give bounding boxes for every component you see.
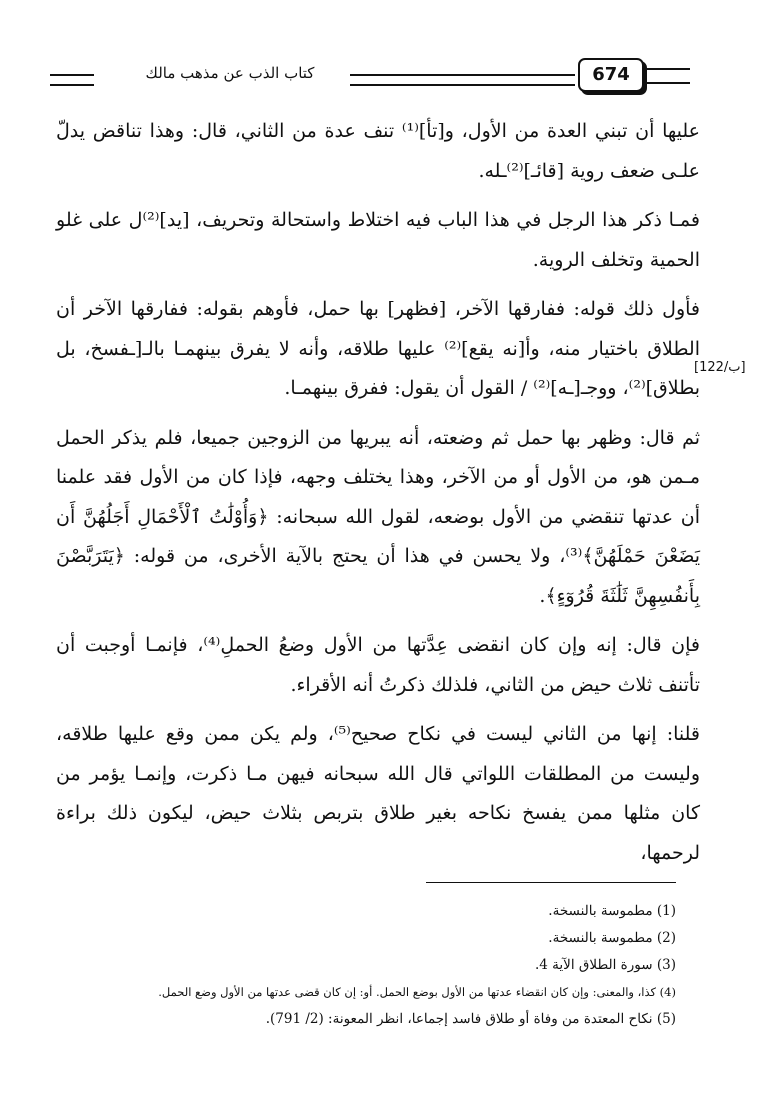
header-ornament-left (50, 74, 94, 86)
footnote-1: (1) مطموسة بالنسخة. (548, 903, 676, 919)
paragraph-4: ثم قال: وظهر بها حمل ثم وضعته، أنه يبريها من الزوجين جميعا، فلم يذكر الحمل مـمن هو، من الأول أو من الآخر، وهذا يختلف وجهه، فإذا كان من الأول فقد علمنا أن عدتها تنقضي من الأول بوضعه، لقول الله سبحانه: ﴿وَأُوْلَٰتُ ٱلْأَحْمَالِ أَجَلُهُنَّ أَن يَضَعْنَ حَمْلَهُنَّ﴾⁽³⁾، ولا يحسن في هذا أن يحتج بالآية الأخرى، من قوله: ﴿يَتَرَبَّصْنَ بِأَنفُسِهِنَّ ثَلَٰثَةَ قُرُوٓءٍ﴾. (56, 426, 700, 607)
paragraph-5: فإن قال: إنه وإن كان انقضى عِدَّتها من الأول وضعُ الحملِ⁽⁴⁾، فإنمـا أوجبت أن تأتنف ثلاث حيض من الثاني، فلذلك ذكرتُ أنه الأقراء. (56, 634, 700, 696)
footnote-2: (2) مطموسة بالنسخة. (548, 930, 676, 946)
manuscript-folio-marker: [122/ب] (694, 360, 746, 375)
page-number: 674 (578, 58, 644, 92)
footnote-4: (4) كذا، والمعنى: وإن كان انقضاء عدتها من الأول بوضع الحمل. أو: إن كان قضى عدتها من الأول وضع الحمل. (158, 985, 676, 999)
footnote-3: (3) سورة الطلاق الآية 4. (535, 957, 676, 973)
paragraph-3: فأول ذلك قوله: ففارقها الآخر، [فظهر] بها حمل، فأوهم بقوله: ففارقها الآخر أن الطلاق باختيار منه، وأ[نه يقع]⁽²⁾ عليها طلاقه، وأنه لا يفرق بينهمـا بالـ[ـفسخ، بل بطلاق]⁽²⁾، ووجـ[ـه]⁽²⁾ / القول أن يقول: ففرق بينهمـا. (56, 298, 700, 399)
main-text (56, 112, 700, 883)
header-rule (350, 74, 575, 86)
paragraph-1: عليها أن تبني العدة من الأول، و[تأ]⁽¹⁾ تنف عدة من الثاني، قال: وهذا تناقض يدلّ علـى ضعف روية [قائـ]⁽²⁾ـله. (56, 120, 700, 182)
footnotes (56, 898, 676, 1033)
page-header (50, 56, 690, 96)
header-ornament-right (644, 68, 690, 84)
paragraph-2: فمـا ذكر هذا الرجل في هذا الباب فيه اختلاط واستحالة وتحريف، [يد]⁽²⁾ل على غلو الحمية وتخلف الروية. (56, 209, 700, 271)
footnote-5: (5) نكاح المعتدة من وفاة أو طلاق فاسد إجماعا، انظر المعونة: (2/ 791). (265, 1011, 676, 1027)
running-title: كتاب الذب عن مذهب مالك (145, 64, 315, 82)
footnote-separator (426, 882, 676, 883)
paragraph-6: قلنا: إنها من الثاني ليست في نكاح صحيح⁽⁵⁾، ولم يكن ممن وقع عليها طلاقه، وليست من المطلقات اللواتي قال الله سبحانه فيهن مـا ذكرت، وإنمـا يؤمر من كان مثلها ممن يفسخ نكاحه بغير طلاق بتربص بثلاث حيض، ليكون ذلك براءة لرحمها، (56, 723, 700, 864)
